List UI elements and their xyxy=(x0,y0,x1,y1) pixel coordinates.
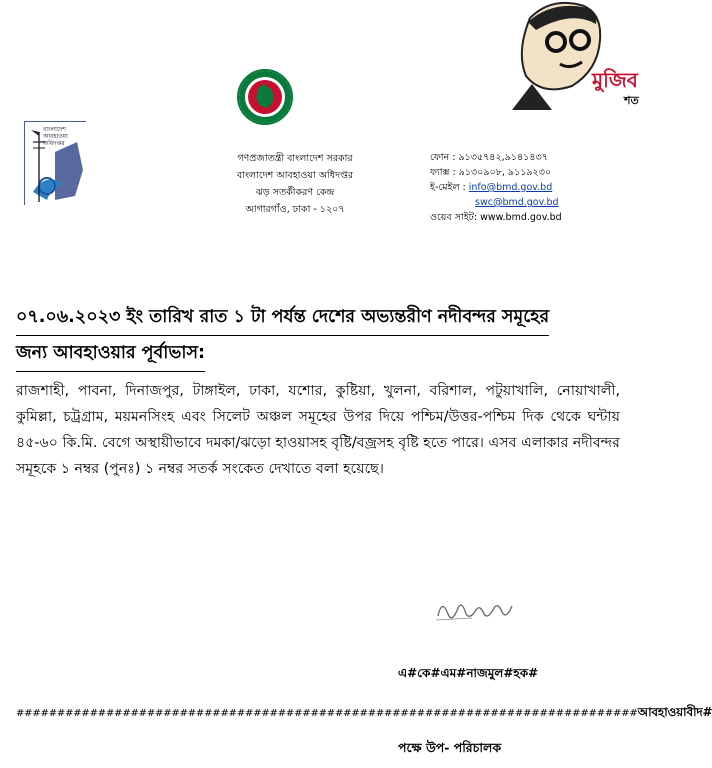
signature xyxy=(432,590,518,630)
email-row xyxy=(430,180,630,195)
address-block xyxy=(200,150,390,218)
government-emblem xyxy=(234,68,296,126)
department-name: বাংলাদেশ আবহাওয়া অধিদপ্তর xyxy=(236,170,354,181)
heading-line-1: ০৭.০৬.২০২৩ ইং তারিখ রাত ১ টা পর্যন্ত দেশের অভ্যন্তরীণ নদীবন্দর সমূহের xyxy=(16,300,549,336)
on-behalf: পক্ষে উপ- পরিচালক xyxy=(398,740,502,755)
email-row-2 xyxy=(430,195,630,210)
shot-text: শত xyxy=(624,94,639,107)
forecast-heading xyxy=(16,300,626,372)
phone: ফোন : ৯১৩৫৭৪২,৯১৪১৪৩৭ xyxy=(430,152,548,163)
fax: ফ্যাক্স : ৯১৩০৯০৮, ৯১১৯২৩০ xyxy=(430,167,552,178)
heading-line-2: জন্য আবহাওয়ার পূর্বাভাস: xyxy=(16,336,205,372)
location: আগারগাঁও, ঢাকা - ১২০৭ xyxy=(245,204,345,215)
mujib-portrait xyxy=(512,0,640,110)
forecast-body: রাজশাহী, পাবনা, দিনাজপুর, টাঙ্গাইল, ঢাকা, যশোর, কুষ্টিয়া, খুলনা, বরিশাল, পটুয়াখালি, নোয়াখালী, কুমিল্লা, চট্রগ্রাম, ময়মনসিংহ এবং সিলেট অঞ্চল সমূহের উপর দিয়ে পশ্চিম/উত্তর-পশ্চিম দিক থেকে ঘন্টায় ৪৫-৬০ কি.মি. বেগে অস্থায়ীভাবে দমকা/ঝড়ো হাওয়াসহ বৃষ্টি/বজ্রসহ বৃষ্টি হতে পারে। এসব এলাকার নদীবন্দর সমূহকে ১ নম্বর (পুনঃ) ১ নম্বর সতর্ক সংকেত দেখাতে বলা হয়েছে। xyxy=(16,383,620,477)
hash-filler: ############################################################################ xyxy=(16,708,638,719)
email-link-info[interactable]: info@bmd.gov.bd xyxy=(468,182,553,193)
designation-row xyxy=(16,704,712,724)
mujib-text: মুজিব xyxy=(592,68,638,92)
signatory-name: এ#কে#এম#নাজমুল#হক# xyxy=(398,666,539,680)
contact-block xyxy=(430,150,630,225)
bmd-logo-text: বাংলাদেশ আবহাওয়া অধিদপ্তর xyxy=(43,126,68,147)
bmd-logo xyxy=(24,121,86,205)
website: ওয়েব সাইট: www.bmd.gov.bd xyxy=(430,212,562,223)
center-name: ঝড় সতর্কীকরণ কেন্দ্র xyxy=(255,187,335,198)
email-label: ই-মেইল : xyxy=(430,182,469,193)
email-link-swc[interactable]: swc@bmd.gov.bd xyxy=(475,197,559,208)
designation: আবহাওয়াবীদ# xyxy=(637,705,712,719)
govt-name: গণপ্রজাতন্ত্রী বাংলাদেশ সরকার xyxy=(237,153,353,164)
